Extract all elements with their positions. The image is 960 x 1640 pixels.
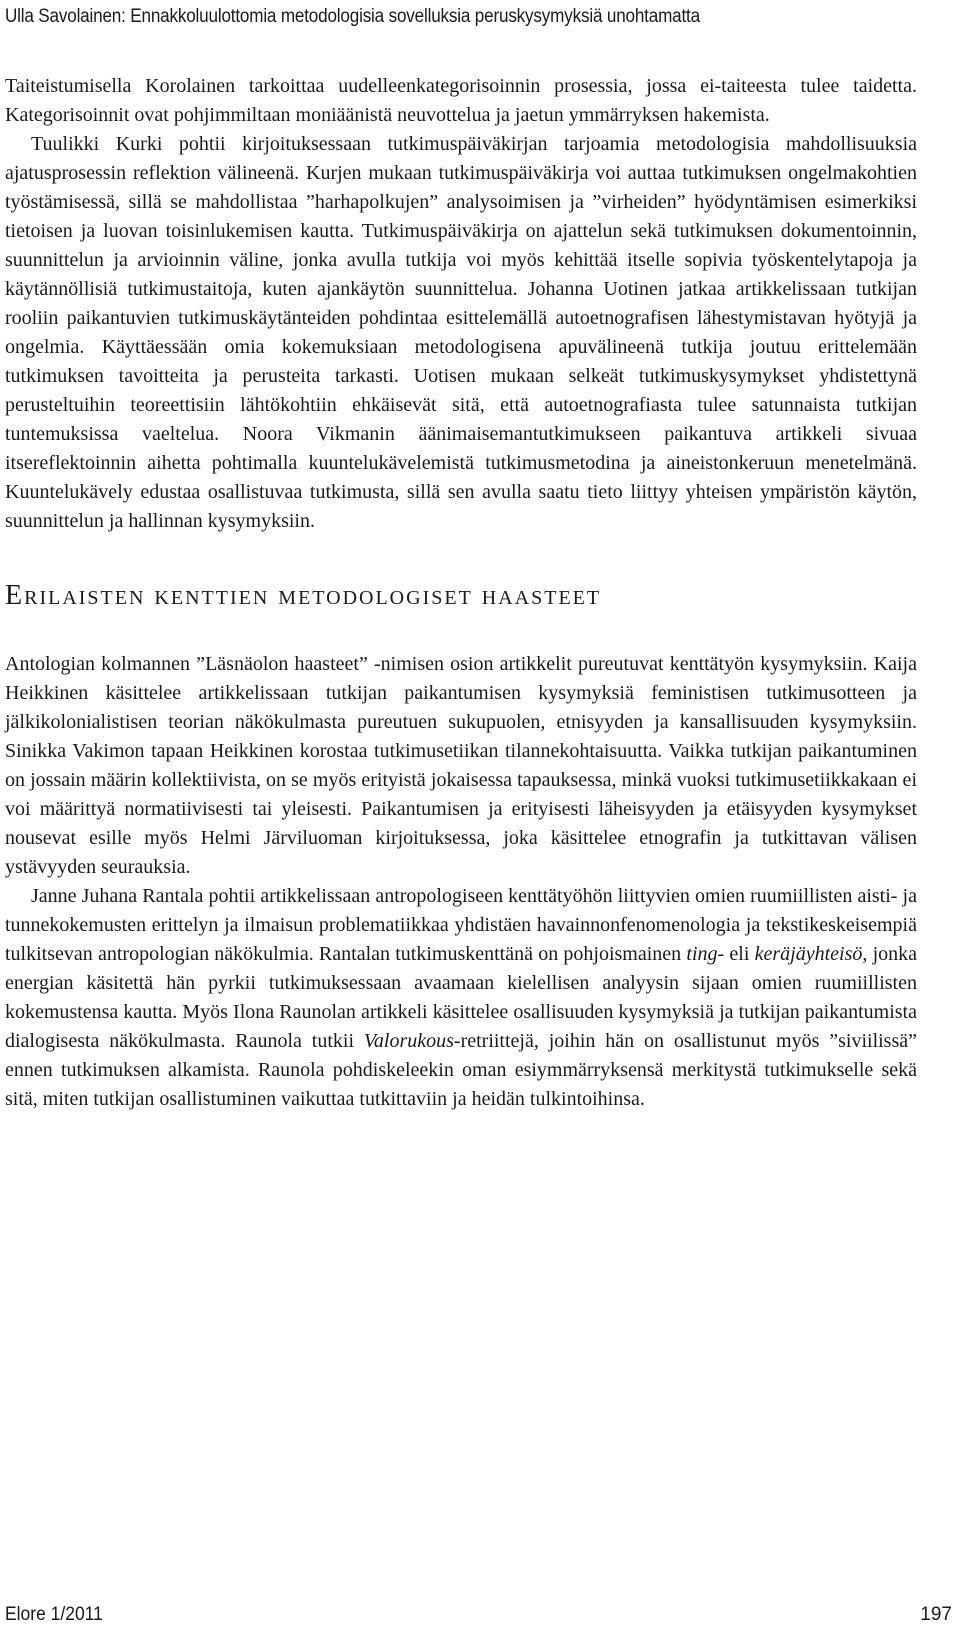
running-header: Ulla Savolainen: Ennakkoluulottomia metodologisia sovelluksia peruskysymyksiä unohtamatta	[5, 6, 700, 27]
italic-term-valorukous: Valorukous	[363, 1030, 454, 1052]
page-number: 197	[920, 1604, 952, 1625]
page-footer	[5, 1598, 952, 1632]
article-body	[5, 72, 917, 1114]
italic-term-kerajayhteiso: keräjäyhteisö	[754, 943, 863, 965]
paragraph-taiteistuminen: Taiteistumisella Korolainen tarkoittaa uudelleenkategorisoinnin prosessia, jossa ei-taiteesta tulee taidetta. Kategorisoinnit ovat pohjimmiltaan moniäänistä neuvottelua ja jaetun ymmärryksen hakemista.	[5, 75, 917, 126]
paragraph-lasnaolon-haasteet: Antologian kolmannen ”Läsnäolon haasteet” -nimisen osion artikkelit pureutuvat kenttätyön kysymyksiin. Kaija Heikkinen käsittelee artikkelissaan tutkijan paikantumisen kysymyksiä feministisen tutkimusotteen ja jälkikolonialistisen teorian näkökulmasta pureutuen sukupuolen, etnisyyden ja kansallisuuden kysymyksiin. Sinikka Vakimon tapaan Heikkinen korostaa tutkimusetiikan tilannekohtaisuutta. Vaikka tutkijan paikantuminen on jossain määrin kollektiivista, on se myös erityistä jokaisessa tapauksessa, minkä vuoksi tutkimusetiikkakaan ei voi määrittyä normatiivisesti tai yleisesti. Paikantumisen ja erityisesti läheisyyden ja etäisyyden kysymykset nousevat esille myös Helmi Järviluoman kirjoituksessa, joka käsittelee etnografin ja tutkittavan välisen ystävyyden seurauksia.	[5, 653, 917, 878]
paragraph-text-segment: Janne Juhana Rantala pohtii artikkelissaan antropologiseen kenttätyöhön liittyvien omien ruumiillisten aisti- ja tunnekokemusten erittelyn ja ilmaisun problematiikkaa yhdistäen havainnonfenomenologia ja tekstikeskeisempiä tulkitsevan antropologian näkökulmia. Rantalan tutkimuskenttänä on pohjoismainen	[5, 885, 917, 965]
paragraph-text-segment: , jonka energian käsitettä hän pyrkii tutkimuksessaan avaamaan kielellisen analyysin sijaan omien ruumiillisten kokemustensa kautta. Myös Ilona Raunolan artikkeli käsittelee osallisuuden kysymyksiä ja tutkijan paikantumista dialogisesta näkökulmasta. Raunola tutkii	[5, 943, 918, 1052]
paragraph-tutkimuspaivakirja: Tuulikki Kurki pohtii kirjoituksessaan tutkimuspäiväkirjan tarjoamia metodologisia mahdollisuuksia ajatusprosessin reflektion välineenä. Kurjen mukaan tutkimuspäiväkirja voi auttaa tutkimuksen ongelmakohtien työstämisessä, sillä se mahdollistaa ”harhapolkujen” analysoimisen ja ”virheiden” hyödyntämisen esimerkiksi tietoisen ja luovan toisinlukemisen kautta. Tutkimuspäiväkirja on ajattelun sekä tutkimuksen dokumentoinnin, suunnittelun ja arvioinnin väline, jonka avulla tutkija voi myös kehittää itselle sopivia työskentelytapoja ja käytännöllisiä tutkimustaitoja, kuten ajankäytön suunnittelua. Johanna Uotinen jatkaa artikkelissaan tutkijan rooliin paikantuvien tutkimuskäytänteiden pohdintaa esittelemällä autoetnografisen lähestymistavan hyötyjä ja ongelmia. Käyttäessään omia kokemuksiaan metodologisena apuvälineenä tutkija joutuu erittelemään tutkimuksen tavoitteita ja perusteita tarkasti. Uotisen mukaan selkeät tutkimuskysymykset yhdistettynä perusteltuihin teoreettisiin lähtökohtiin ehkäisevät sitä, että autoetnografiasta tulee satunnaista tutkijan tuntemuksissa vaeltelua. Noora Vikmanin äänimaisemantutkimukseen paikantuva artikkeli sivuaa itsereflektoinnin aihetta pohtimalla kuuntelukävelemistä tutkimusmetodina ja aineistonkeruun menetelmänä. Kuuntelukävely edustaa osallistuvaa tutkimusta, sillä sen avulla saatu tieto liittyy yhteisen ympäristön käytön, suunnittelun ja hallinnan kysymyksiin.	[5, 133, 917, 532]
italic-term-ting: ting	[686, 943, 718, 965]
journal-issue: Elore 1/2011	[5, 1604, 103, 1625]
paragraph-text-segment: - eli	[717, 943, 755, 965]
paragraph-text-segment: -retriittejä, joihin hän on osallistunut myös ”siviilissä” ennen tutkimuksen alkamista. Raunola pohdiskeleekin oman esiymmärryksensä merkitystä tutkimukselle sekä sitä, miten tutkijan osallistuminen vaikuttaa tutkittaviin ja heidän tulkintoihinsa.	[5, 1030, 918, 1110]
section-heading: Erilaisten kenttien metodologiset haasteet	[5, 580, 602, 611]
paragraph-rantala-raunola	[5, 882, 917, 1114]
